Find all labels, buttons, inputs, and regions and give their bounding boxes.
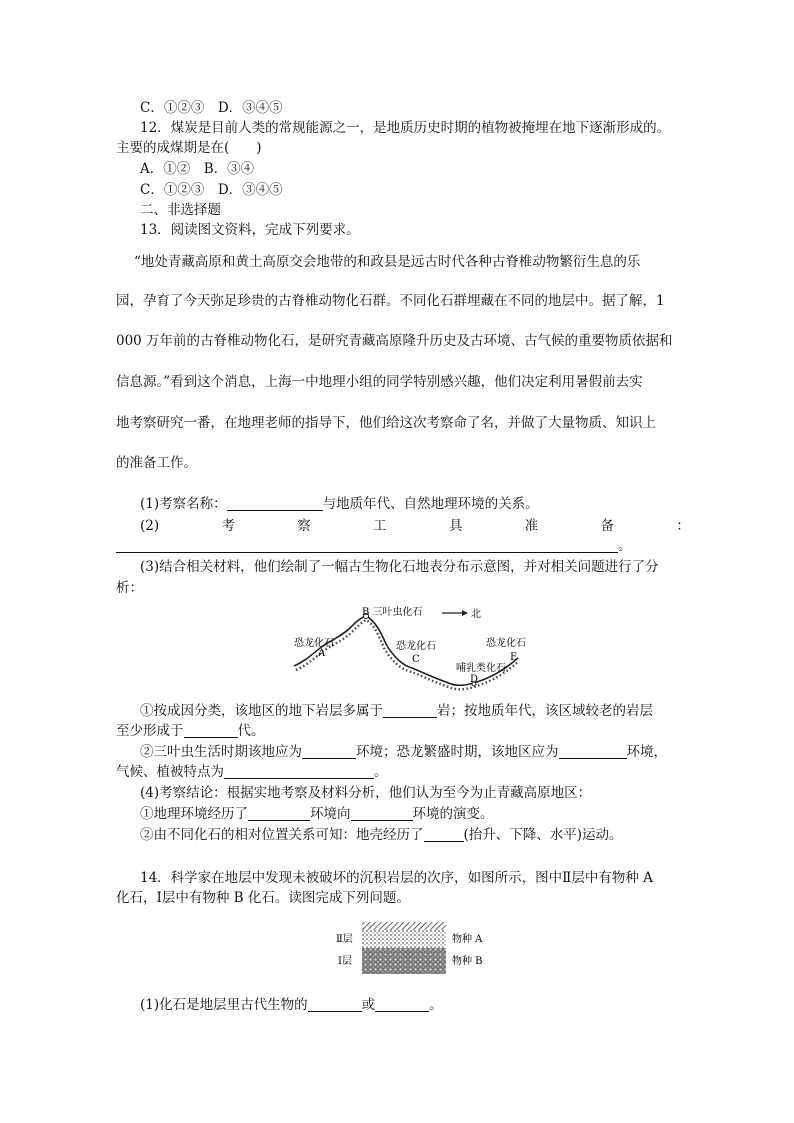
text: 。 [374,764,388,780]
label-mammal: 哺乳类化石 [456,663,506,674]
q13-part2-char: 备 [600,518,615,534]
q13-part2-char: 准 [524,518,539,534]
text: 或 [361,997,376,1013]
q13-part3-2-line2 [116,762,690,782]
q13-part4-2 [140,825,714,845]
q13-part1 [140,494,714,514]
q13-part2 [140,516,690,536]
layer-i-rock [362,948,446,974]
label-layer-ii: Ⅱ层 [336,934,353,945]
label-point-a: A [318,648,326,659]
text: 环境， [626,744,667,760]
q13-part2-char: 具 [448,518,463,534]
q13-part3-line1: (3)结合相关材料，他们绘制了一幅古生物化石地表分布示意图，并对相关问题进行了分 [140,559,659,575]
answer-blank[interactable] [302,744,356,759]
q11-options-cd: C．①②③ D．③④⑤ [140,100,283,116]
text: 环境向 [310,806,351,822]
answer-blank[interactable] [227,496,323,511]
layer-ii-rock [362,930,446,948]
q13-part2-answer-line [116,536,690,556]
q14-part1 [140,995,714,1015]
q13-quote-line: “地处青藏高原和黄土高原交会地带的和政县是远古时代各种古脊椎动物繁衍生息的乐 [134,254,641,270]
q13-quote-line: 园，孕育了今天弥足珍贵的古脊椎动物化石群。不同化石群埋藏在不同的地层中。据了解，1 [116,293,665,309]
q12-stem-line2: 主要的成煤期是在( ) [116,140,262,156]
answer-blank[interactable] [375,997,429,1012]
label-species-b: 物种 B [452,956,483,967]
strata-figure [334,918,494,980]
answer-blank[interactable] [383,703,437,718]
text: 至少形成于 [116,723,184,739]
q13-intro: 13．阅读图文资料，完成下列要求。 [140,222,360,238]
q13-quote-line: 信息源。”看到这个消息，上海一中地理小组的同学特别感兴趣，他们决定利用暑假前去实 [116,374,643,390]
text: ②由不同化石的相对位置关系可知：地壳经历了 [140,827,424,843]
text: ①地理环境经历了 [140,806,248,822]
label-dino-left: 恐龙化石 [294,638,334,649]
q13-part3-1-line1 [140,701,714,721]
q13-part4-1 [140,804,714,824]
north-arrow-icon [462,610,468,616]
q12-options-ab: A．①② B．③④ [140,161,255,177]
q12-stem-line1: 12．煤炭是目前人类的常规能源之一，是地质历史时期的植物被掩埋在地下逐渐形成的。 [140,120,671,136]
q14-stem-line1: 14．科学家在地层中发现未被破坏的沉积岩层的次序，如图所示，图中Ⅱ层中有物种 A [140,870,653,886]
q13-part3-line2: 析： [116,580,143,596]
text: 。 [429,997,443,1013]
text: ①按成因分类，该地区的地下岩层多属于 [140,703,383,719]
answer-blank[interactable] [248,806,310,821]
answer-blank[interactable] [224,764,374,779]
answer-blank[interactable] [308,997,362,1012]
q13-quote-line: 的准备工作。 [116,455,197,471]
text: (1)化石是地层里古代生物的 [140,997,308,1013]
q13-part4-intro: (4)考察结论：根据实地考察及材料分析，他们认为至今为止青藏高原地区： [140,785,592,801]
label-north: 北 [471,609,481,620]
q13-part2-end: 。 [618,538,632,554]
label-layer-i: Ⅰ层 [338,956,352,967]
label-point-e: E [510,652,518,663]
label-species-a: 物种 A [452,934,483,945]
q13-part2-char: ： [676,518,690,534]
text: 代。 [237,723,265,739]
top-hatched-layer [362,922,446,930]
q13-part3-2-line1 [140,742,714,762]
q13-quote-line: 地考察研究一番，在地理老师的指导下，他们给这次考察命了名，并做了大量物质、知识上 [116,415,656,431]
answer-blank[interactable] [424,827,464,842]
q13-part2-char: 考 [221,518,235,534]
text: 环境的演变。 [412,806,494,822]
q14-stem-line2: 化石，Ⅰ层中有物种 B 化石。读图完成下列问题。 [116,890,410,906]
text: (抬升、下降、水平)运动。 [463,827,623,843]
label-dino-right: 恐龙化石 [486,638,526,649]
q13-part2-char: (2) [140,518,160,534]
label-point-d: D [470,674,479,685]
label-point-c: C [412,654,420,665]
q13-part1-prefix: (1)考察名称： [140,496,227,512]
label-dino-mid: 恐龙化石 [396,641,436,652]
text: 岩；按地质年代，该区域较老的岩层 [437,703,653,719]
answer-blank[interactable] [351,806,413,821]
q13-part2-char: 工 [373,518,387,534]
text: ②三叶虫生活时期该地应为 [140,744,302,760]
fossil-profile-figure [290,600,540,692]
q12-options-cd: C．①②③ D．③④⑤ [140,182,283,198]
q13-part2-char: 察 [297,518,311,534]
q13-quote-line: 000 万年前的古脊椎动物化石，是研究青藏高原隆升历史及古环境、古气候的重要物质依据和 [116,333,673,349]
q13-part3-1-line2 [116,721,690,741]
section-title: 二、非选择题 [140,202,221,218]
label-trilobite: B 三叶虫化石 [362,607,423,618]
text: 气候、植被特点为 [116,764,224,780]
q13-part1-suffix: 与地质年代、自然地理环境的关系。 [322,496,539,512]
answer-blank[interactable] [184,723,238,738]
answer-blank[interactable] [116,538,618,553]
answer-blank[interactable] [559,744,627,759]
text: 环境；恐龙繁盛时期，该地区应为 [356,744,559,760]
